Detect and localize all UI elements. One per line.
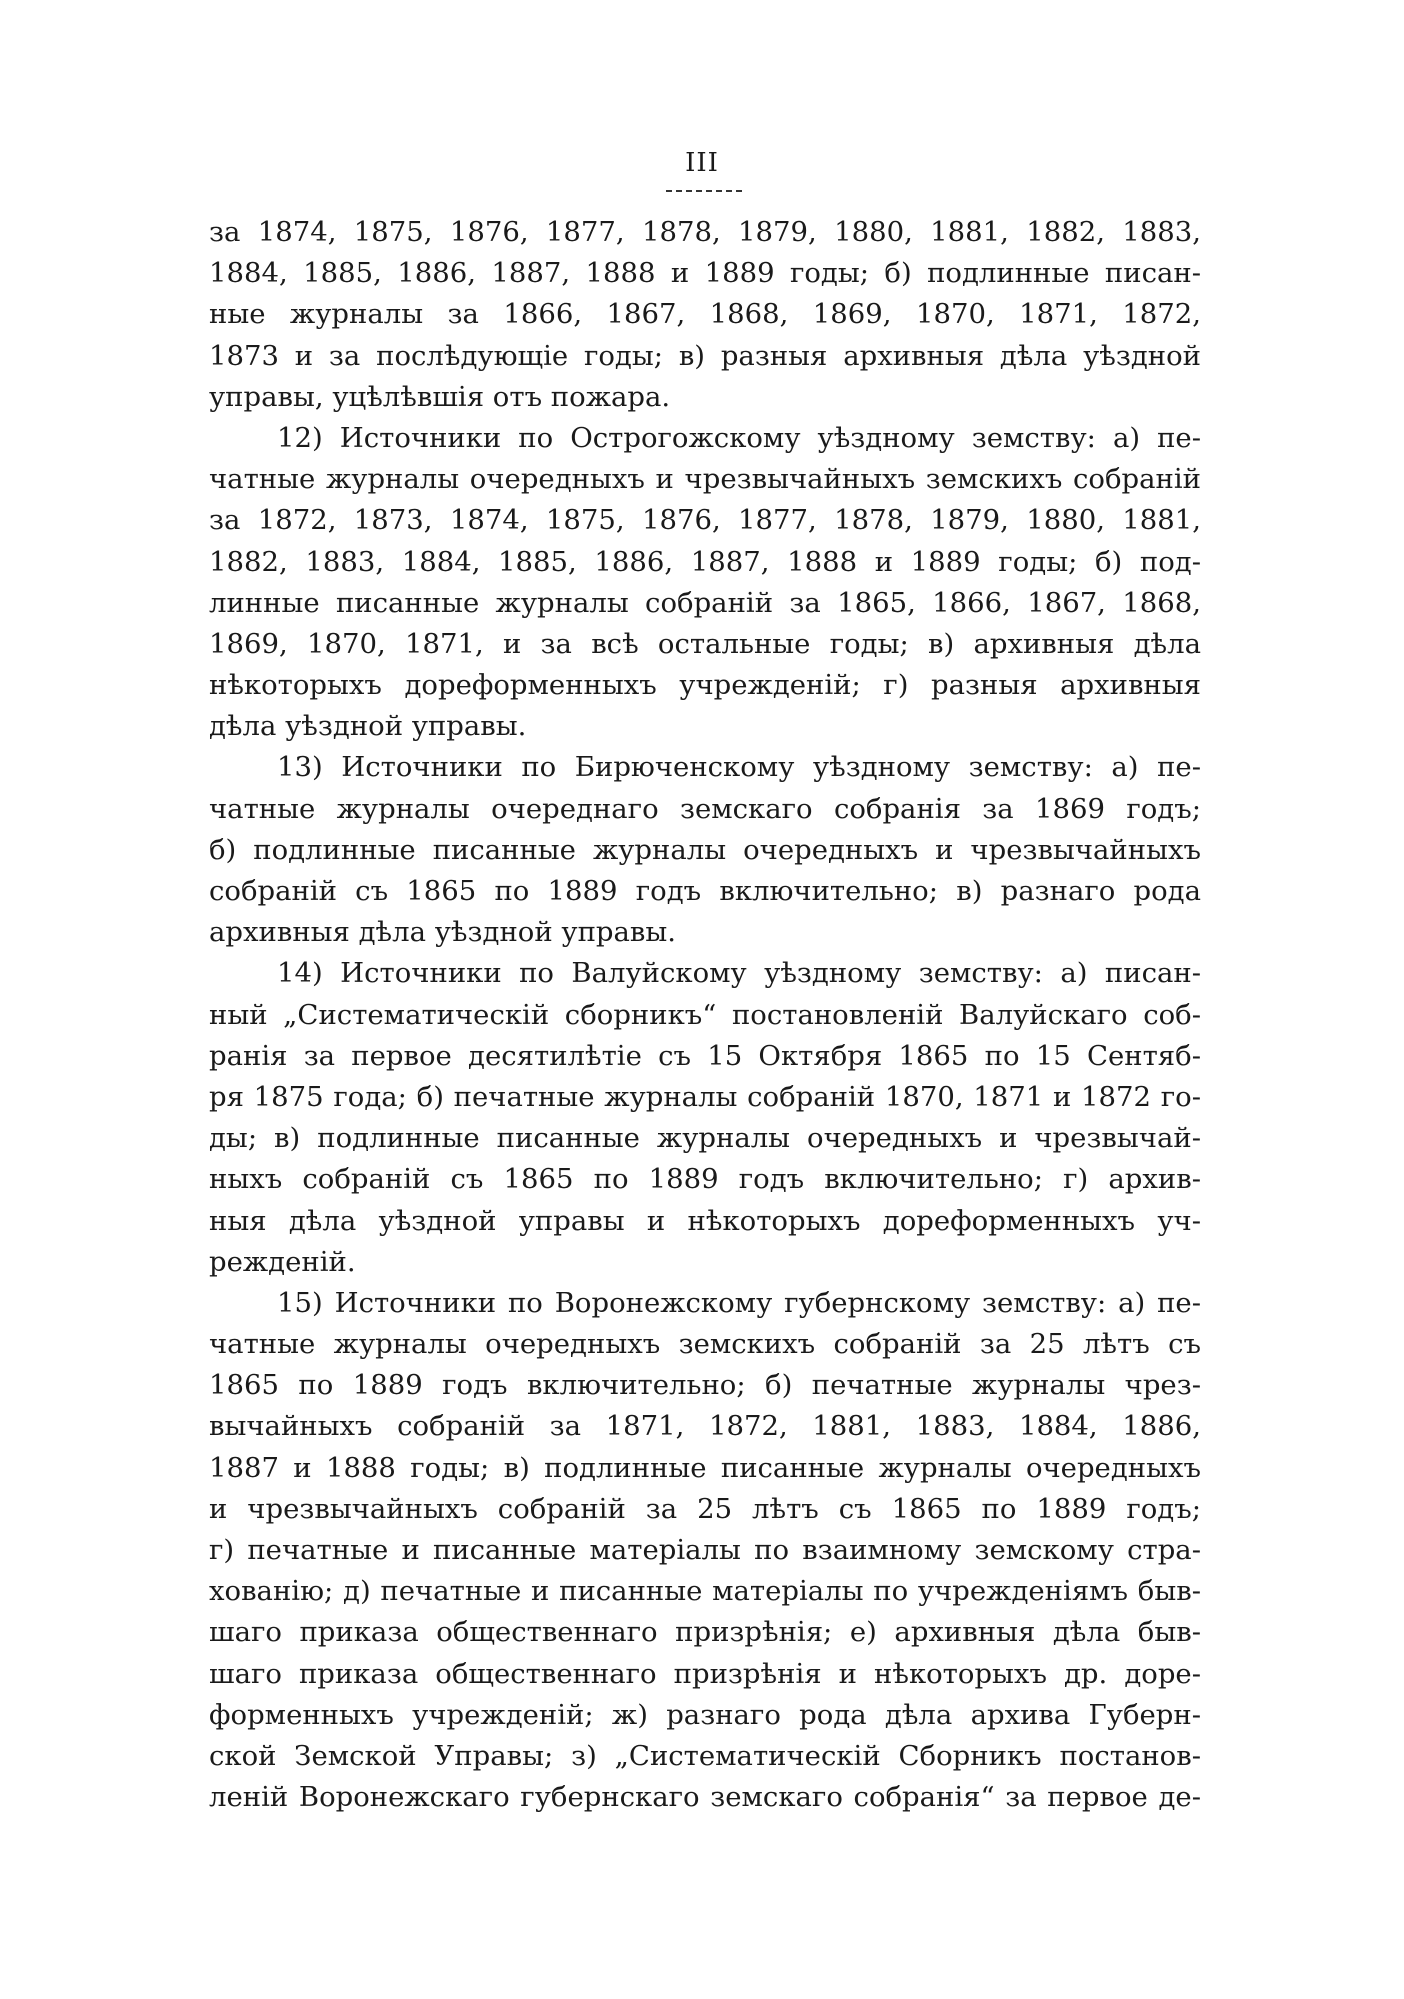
text-line: хованію; д) печатные и писанные матеріалы по учрежденіямъ быв- bbox=[209, 1575, 1201, 1608]
paragraph-15-start: 15) Источники по Воронежскому губернскому земству: а) пе- bbox=[277, 1286, 1201, 1319]
text-line: ные журналы за 1866, 1867, 1868, 1869, 1870, 1871, 1872, bbox=[209, 298, 1201, 331]
text-line: и чрезвычайныхъ собраній за 25 лѣтъ съ 1865 по 1889 годъ; bbox=[209, 1492, 1201, 1525]
text-line: чатные журналы очередныхъ и чрезвычайныхъ земскихъ собраній bbox=[209, 463, 1201, 496]
text-line: чатные журналы очередныхъ земскихъ собраній за 25 лѣтъ съ bbox=[209, 1328, 1201, 1361]
body-text bbox=[209, 212, 1201, 1818]
paragraph-13-start: 13) Источники по Бирюченскому уѣздному земству: а) пе- bbox=[277, 751, 1201, 784]
text-line: леній Воронежскаго губернскаго земскаго собранія“ за первое де- bbox=[209, 1781, 1201, 1814]
text-line: ныхъ собраній съ 1865 по 1889 годъ включительно; г) архив- bbox=[209, 1163, 1201, 1196]
text-line: ской Земской Управы; з) „Систематическій Сборникъ постанов- bbox=[209, 1739, 1201, 1772]
text-line: нѣкоторыхъ дореформенныхъ учрежденій; г) разныя архивныя bbox=[209, 669, 1201, 702]
text-line: шаго приказа общественнаго призрѣнія и нѣкоторыхъ др. доре- bbox=[209, 1657, 1201, 1690]
text-line: шаго приказа общественнаго призрѣнія; е) архивныя дѣла быв- bbox=[209, 1616, 1201, 1649]
text-line: 1869, 1870, 1871, и за всѣ остальные годы; в) архивныя дѣла bbox=[209, 627, 1201, 660]
text-line: г) печатные и писанные матеріалы по взаимному земскому стра- bbox=[209, 1534, 1201, 1566]
text-line: ря 1875 года; б) печатные журналы собраній 1870, 1871 и 1872 го- bbox=[209, 1080, 1201, 1113]
text-line: 1887 и 1888 годы; в) подлинные писанные журналы очередныхъ bbox=[209, 1451, 1201, 1484]
text-line: форменныхъ учрежденій; ж) разнаго рода дѣла архива Губерн- bbox=[209, 1698, 1201, 1731]
text-line: за 1874, 1875, 1876, 1877, 1878, 1879, 1880, 1881, 1882, 1883, bbox=[209, 216, 1201, 248]
text-line: вычайныхъ собраній за 1871, 1872, 1881, 1883, 1884, 1886, bbox=[209, 1410, 1201, 1443]
page-number: III bbox=[685, 148, 719, 178]
text-line: ды; в) подлинные писанные журналы очередныхъ и чрезвычай- bbox=[209, 1122, 1201, 1155]
text-line: управы, уцѣлѣвшія отъ пожара. bbox=[209, 380, 671, 413]
text-line: 1865 по 1889 годъ включительно; б) печатные журналы чрез- bbox=[209, 1369, 1201, 1402]
text-line: 1884, 1885, 1886, 1887, 1888 и 1889 годы; б) подлинные писан- bbox=[209, 257, 1201, 290]
text-line: б) подлинные писанные журналы очередныхъ и чрезвычайныхъ bbox=[209, 833, 1201, 866]
text-line: ранія за первое десятилѣтіе съ 15 Октября 1865 по 15 Сентяб- bbox=[209, 1039, 1201, 1072]
text-line: режденій. bbox=[209, 1245, 356, 1278]
paragraph-14-start: 14) Источники по Валуйскому уѣздному земству: а) писан- bbox=[277, 957, 1201, 990]
text-line: чатные журналы очереднаго земскаго собранія за 1869 годъ; bbox=[209, 792, 1201, 825]
text-line: собраній съ 1865 по 1889 годъ включительно; в) разнаго рода bbox=[209, 875, 1201, 907]
text-line: за 1872, 1873, 1874, 1875, 1876, 1877, 1878, 1879, 1880, 1881, bbox=[209, 504, 1201, 537]
text-line: ныя дѣла уѣздной управы и нѣкоторыхъ дореформенныхъ уч- bbox=[209, 1204, 1201, 1237]
text-line: 1873 и за послѣдующіе годы; в) разныя архивныя дѣла уѣздной bbox=[209, 339, 1201, 372]
text-line: архивныя дѣла уѣздной управы. bbox=[209, 916, 677, 949]
text-line: ный „Систематическій сборникъ“ постановленій Валуйскаго соб- bbox=[209, 998, 1201, 1031]
text-line: 1882, 1883, 1884, 1885, 1886, 1887, 1888 и 1889 годы; б) под- bbox=[209, 545, 1201, 578]
text-line: дѣла уѣздной управы. bbox=[209, 710, 527, 743]
paragraph-12-start: 12) Источники по Острогожскому уѣздному земству: а) пе- bbox=[277, 421, 1201, 454]
text-line: линные писанные журналы собраній за 1865, 1866, 1867, 1868, bbox=[209, 586, 1201, 619]
page-number-rule bbox=[666, 190, 742, 192]
